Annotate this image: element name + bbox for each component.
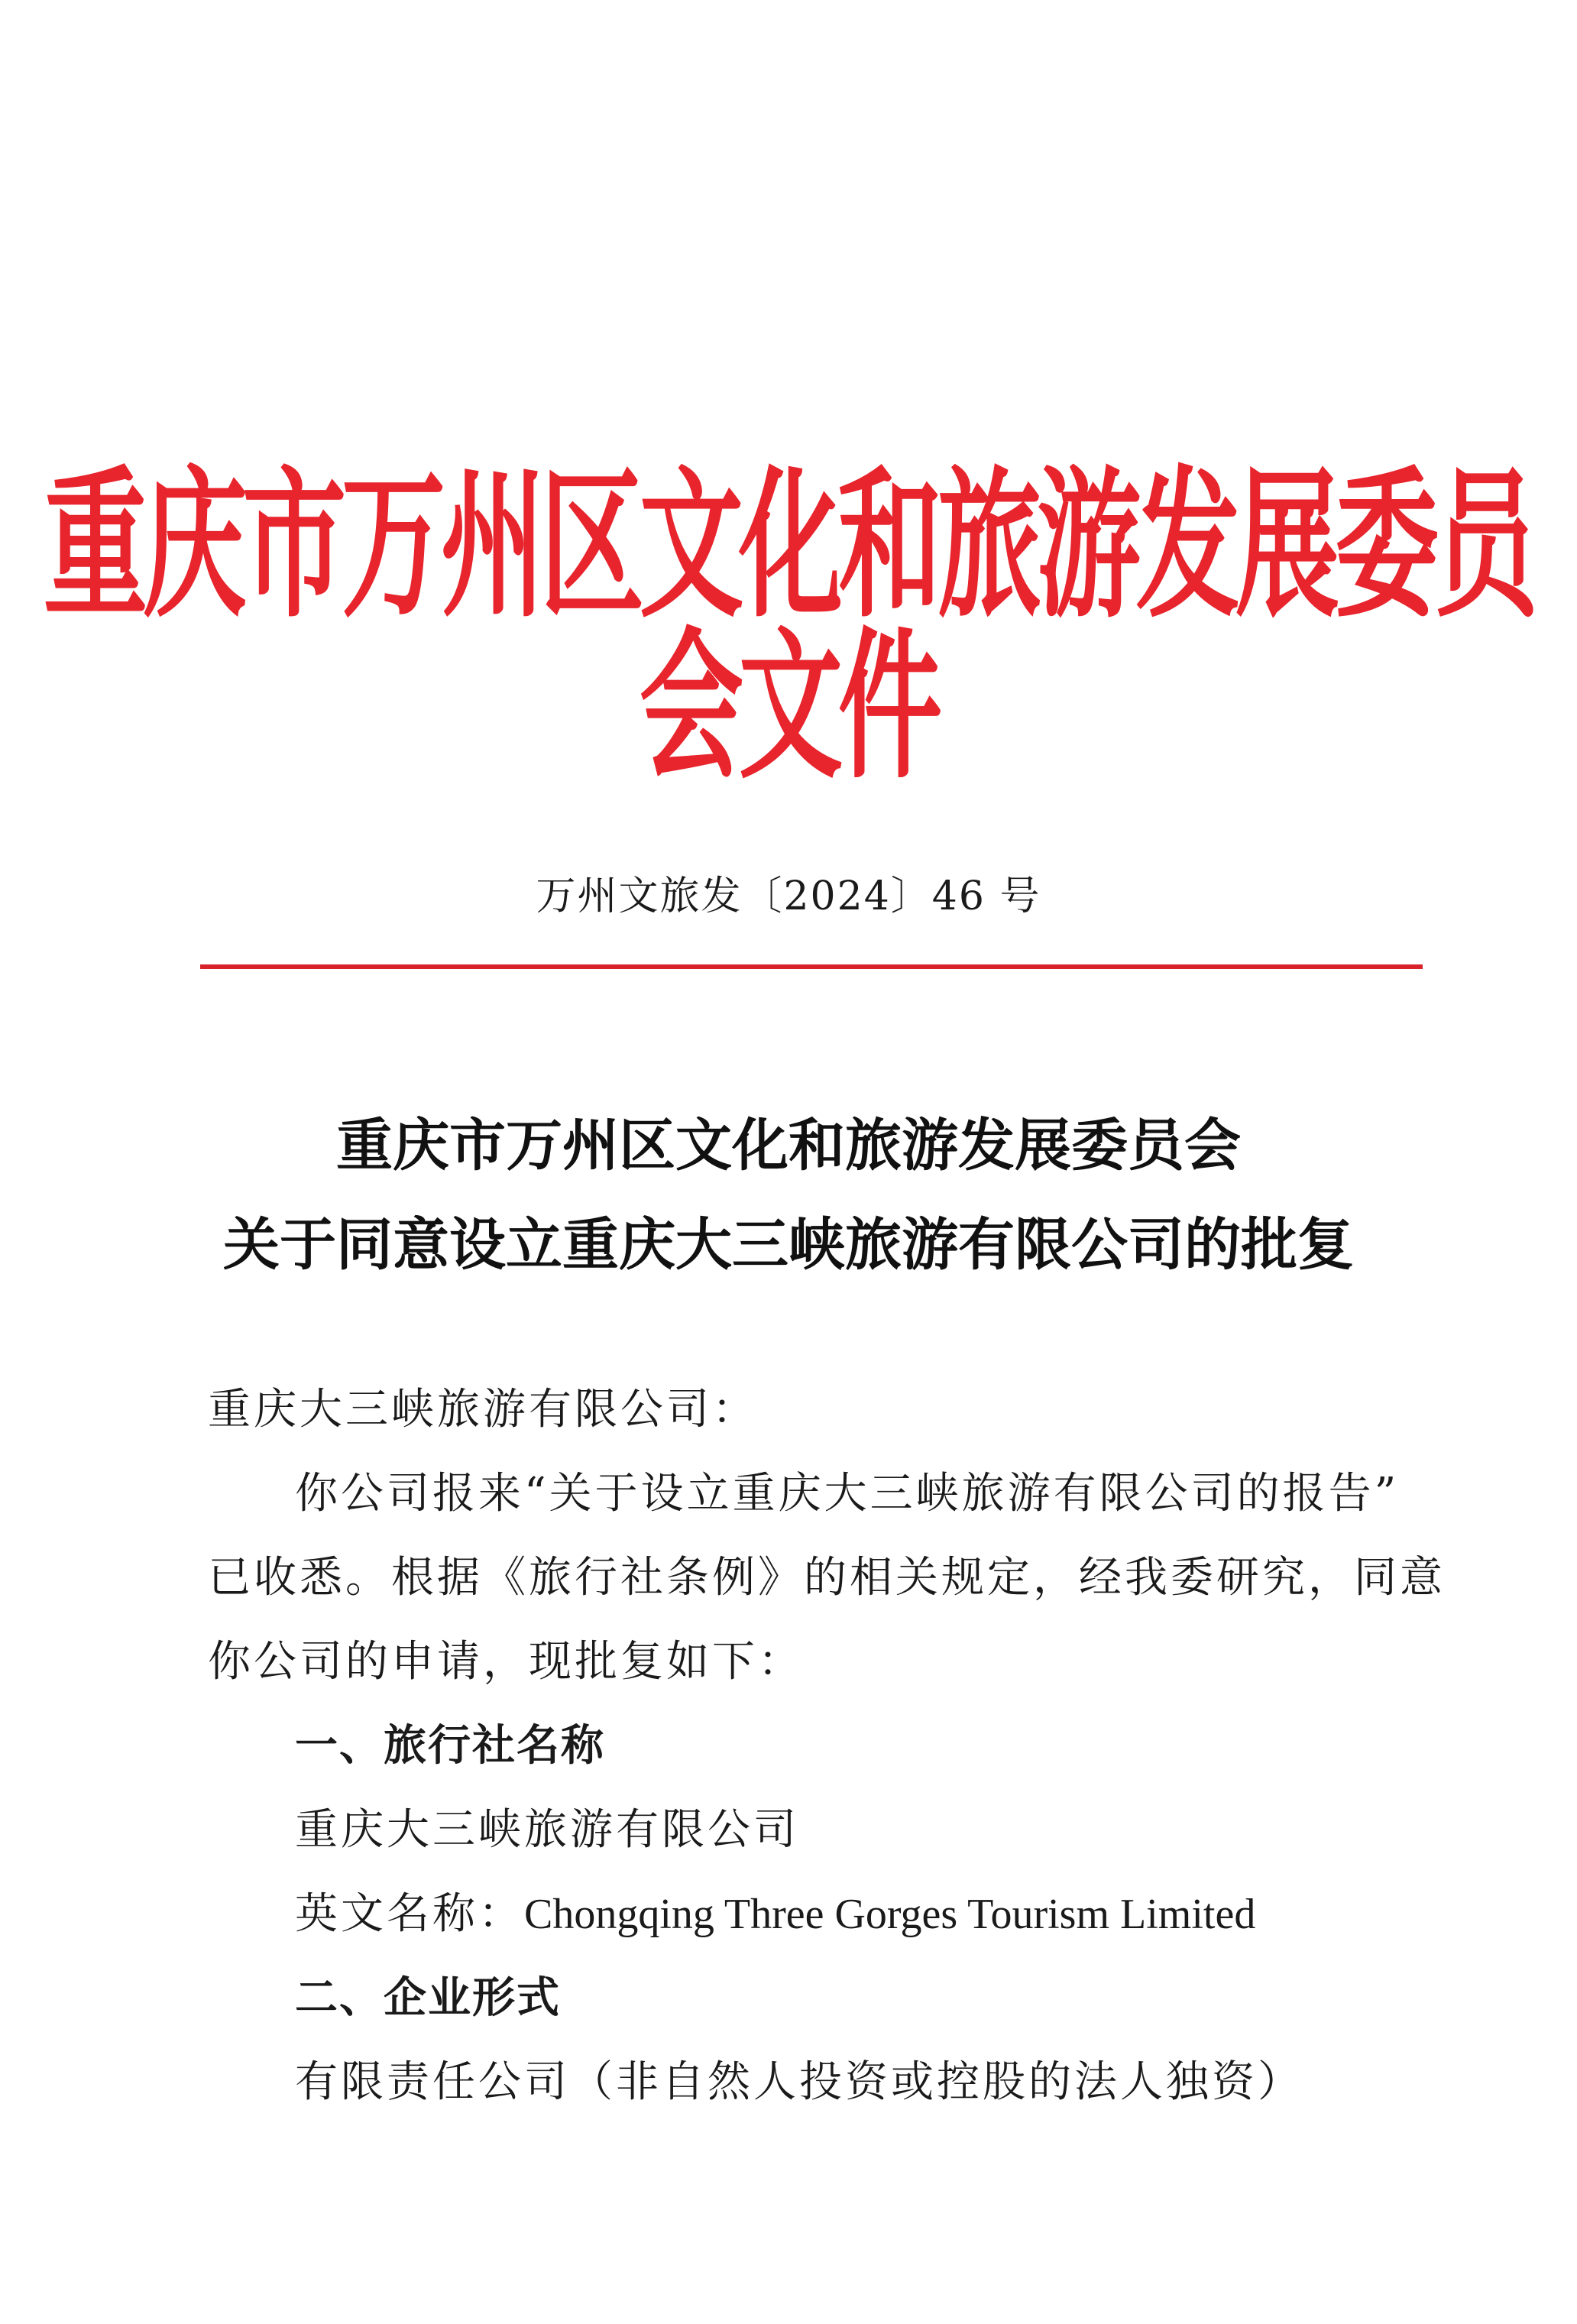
paragraph-line-3: 你公司的申请，现批复如下：: [208, 1637, 804, 1687]
english-name-row: [295, 1880, 1255, 1941]
section-2-heading: 二、企业形式: [295, 1973, 561, 2023]
red-divider: [200, 964, 1423, 969]
english-name-value: Chongqing Three Gorges Tourism Limited: [524, 1891, 1256, 1938]
section-1-heading: 一、旅行社名称: [295, 1721, 605, 1771]
enterprise-form: 有限责任公司（非自然人投资或控股的法人独资）: [295, 2057, 1303, 2107]
title-line-2: 关于同意设立重庆大三峡旅游有限公司的批复: [223, 1212, 1354, 1278]
agency-name: 重庆大三峡旅游有限公司: [295, 1805, 799, 1855]
issuer-banner: 重庆市万州区文化和旅游发展委员会文件: [44, 452, 1533, 802]
paragraph-line-1: 你公司报来“关于设立重庆大三峡旅游有限公司的报告”: [295, 1469, 1400, 1519]
english-name-label: 英文名称：: [295, 1889, 524, 1939]
addressee: 重庆大三峡旅游有限公司：: [208, 1385, 758, 1434]
title-line-1: 重庆市万州区文化和旅游发展委员会: [336, 1113, 1241, 1178]
document-number: 万州文旅发〔2024〕46 号: [536, 874, 1041, 919]
paragraph-line-2: 已收悉。根据《旅行社条例》的相关规定，经我委研究，同意: [208, 1553, 1446, 1603]
